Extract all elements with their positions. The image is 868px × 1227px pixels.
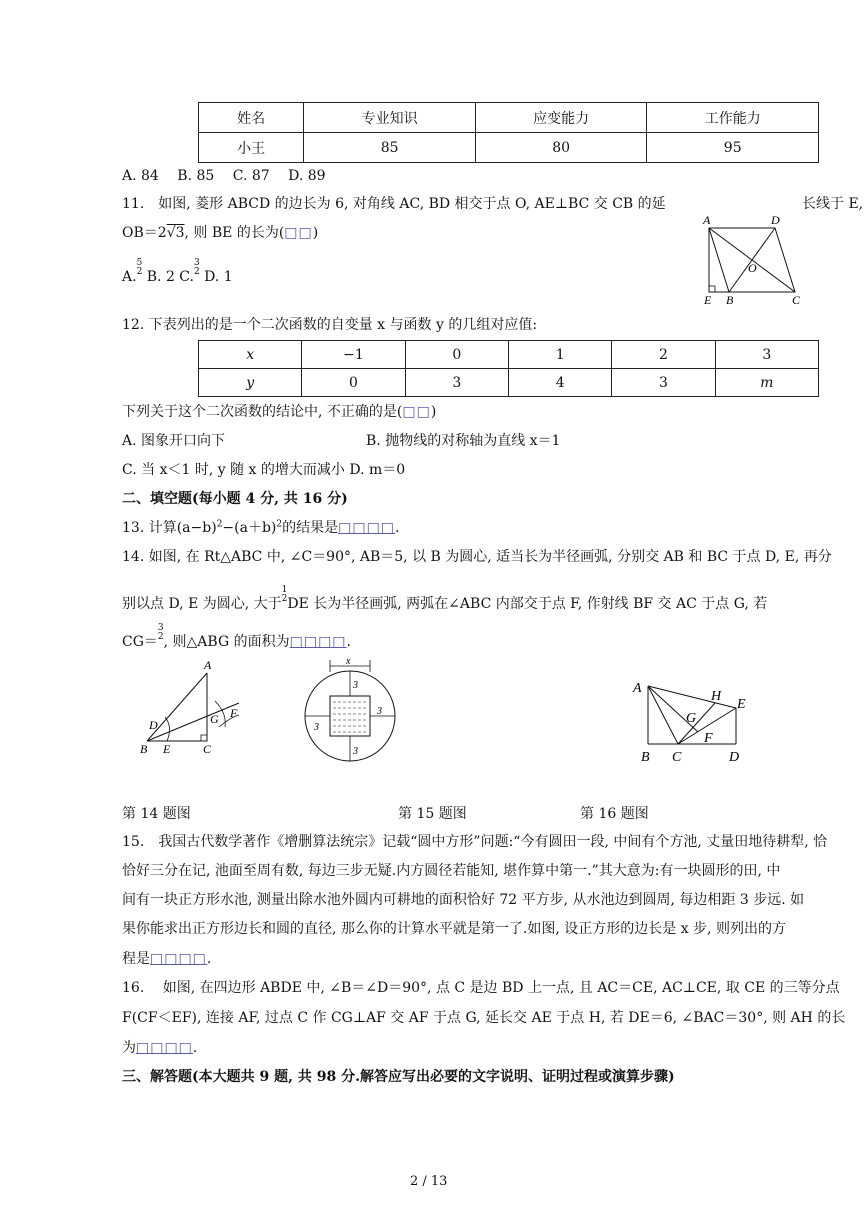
frac-num: 5 [136, 258, 143, 268]
q11-line1-tail: 长线于 E, [802, 196, 864, 212]
option-d-label: D. 1 [204, 269, 233, 285]
label-C: C [792, 293, 801, 307]
q11-text: ) [312, 225, 319, 241]
q16-text: 为 [122, 1040, 136, 1056]
table-cell: m [715, 369, 818, 397]
table-cell: 95 [647, 133, 819, 163]
caption-fig15: 第 15 题图 [398, 806, 467, 822]
table-header: 姓名 [199, 103, 304, 133]
figure-q14-triangle [135, 655, 250, 765]
answer-blank: □□□□ [136, 1040, 193, 1056]
section-2-title: 二、填空题(每小题 4 分, 共 16 分) [122, 491, 348, 507]
answer-blank: □□ [402, 404, 431, 420]
q14-line2 [122, 586, 767, 613]
label-D: D [729, 750, 740, 765]
label-B: B [140, 742, 148, 756]
label-O: O [748, 261, 757, 275]
label-top-3: 3 [353, 680, 358, 691]
fraction [137, 259, 143, 277]
q14-line1: 14. 如图, 在 Rt△ABC 中, ∠C＝90°, AB＝5, 以 B 为圆心, 适当长为半径画弧, 分别交 AB 和 BC 于点 D, E, 再分 [122, 549, 832, 565]
label-D: D [149, 718, 158, 732]
q15-line3: 间有一块正方形水池, 测量出除水池外圆内可耕地的面积恰好 72 平方步, 从水池边到圆周, 每边相距 3 步远. 如 [122, 892, 805, 908]
answer-blank: □□ [284, 225, 313, 241]
q12-option-a: A. 图象开口向下 [122, 433, 226, 449]
q11-line2 [122, 222, 318, 242]
label-A: A [633, 681, 642, 696]
frac-den: 2 [157, 632, 164, 642]
q13 [122, 517, 400, 537]
table-header: 工作能力 [647, 103, 819, 133]
q16-line3 [122, 1037, 197, 1057]
figure-q15-circle-square [300, 656, 400, 766]
frac-den: 2 [136, 267, 143, 277]
table-cell: y [199, 369, 302, 397]
table-cell: 80 [475, 133, 647, 163]
q11-text: , 则 BE 的长为( [184, 225, 285, 241]
label-C: C [672, 750, 682, 765]
page-number: 2 / 13 [410, 1174, 448, 1189]
answer-blank: □□□□ [289, 634, 347, 650]
caption-fig16: 第 16 题图 [580, 806, 649, 822]
q13-text: 的结果是 [282, 520, 339, 536]
frac-num: 3 [157, 623, 164, 633]
label-G: G [210, 712, 219, 726]
frac-den: 2 [281, 594, 288, 604]
q15-line2: 恰好三分在记, 池面至周有数, 每边三步无疑.内方圆径若能知, 堪作算中第一.”其大意为:有一块圆形的田, 中 [122, 863, 781, 879]
q14-text: , 则△ABG 的面积为 [163, 634, 290, 650]
q13-end: . [395, 520, 400, 536]
q15-line4: 果你能求出正方形边长和圆的直径, 那么你的计算水平就是第一了.如图, 设正方形的边长是 x 步, 则列出的方 [122, 921, 786, 937]
label-F: F [230, 706, 238, 720]
label-D: D [771, 213, 780, 227]
q11-text: OB＝2 [122, 225, 167, 241]
q11-line1: 11. 如图, 菱形 ABCD 的边长为 6, 对角线 AC, BD 相交于点 O, AE⊥BC 交 CB 的延 [122, 196, 666, 212]
superscript: 2 [276, 519, 283, 530]
q12-question [122, 401, 436, 421]
q14-text: 别以点 D, E 为圆心, 大于 [122, 596, 282, 612]
q11-sqrt: √3 [166, 225, 185, 241]
label-right-3: 3 [377, 706, 382, 717]
q16-line1: 16. 如图, 在四边形 ABDE 中, ∠B＝∠D＝90°, 点 C 是边 BD 上一点, 且 AC＝CE, AC⊥CE, 取 CE 的三等分点 [122, 980, 840, 996]
option-a-label: A. [122, 269, 137, 285]
table-cell: 4 [509, 369, 612, 397]
answer-blank: □□□□ [150, 951, 207, 967]
label-bottom-3: 3 [353, 746, 358, 757]
table-cell: 3 [715, 341, 818, 369]
q12-question-end: ) [430, 404, 437, 420]
table-cell: 85 [304, 133, 476, 163]
frac-den: 2 [193, 267, 200, 277]
score-table [198, 102, 819, 163]
label-F: F [704, 731, 713, 746]
q14-text: CG＝ [122, 634, 158, 650]
table-cell: 0 [302, 369, 405, 397]
label-left-3: 3 [314, 722, 319, 733]
table-cell: 3 [405, 369, 508, 397]
label-A: A [703, 213, 711, 227]
q14-text: DE 长为半径画弧, 两弧在∠ABC 内部交于点 F, 作射线 BF 交 AC 于点 G, 若 [287, 596, 768, 612]
frac-num: 3 [193, 258, 200, 268]
q15-line5 [122, 948, 211, 968]
section-3-title: 三、解答题(本大题共 9 题, 共 98 分.解答应写出必要的文字说明、证明过程或演算步骤) [122, 1069, 675, 1085]
table-cell: −1 [302, 341, 405, 369]
q13-text: −(a＋b) [222, 520, 277, 536]
label-E: E [704, 293, 712, 307]
q16-end: . [192, 1040, 198, 1056]
table-cell: 3 [612, 369, 715, 397]
caption-fig14: 第 14 题图 [122, 806, 191, 822]
option-b-label: B. 2 C. [146, 269, 194, 285]
q15-text: 程是 [122, 951, 150, 967]
q15-line1: 15. 我国古代数学著作《增删算法统宗》记载“圆中方形”问题:“今有圆田一段, 中间有个方池, 丈量田地待耕犁, 恰 [122, 834, 828, 850]
answer-blank: □□□□ [338, 520, 396, 536]
label-A: A [204, 658, 212, 672]
fraction [194, 259, 200, 277]
frac-num: 1 [281, 585, 288, 595]
q12-option-cd: C. 当 x＜1 时, y 随 x 的增大而减小 D. m＝0 [122, 462, 406, 478]
xy-table [198, 340, 819, 397]
q12-intro: 12. 下表列出的是一个二次函数的自变量 x 与函数 y 的几组对应值: [122, 317, 538, 333]
q15-end: . [206, 951, 212, 967]
label-x: x [346, 656, 351, 667]
label-H: H [711, 689, 722, 704]
superscript: 2 [216, 519, 223, 530]
q14-end: . [346, 634, 351, 650]
table-cell: 小王 [199, 133, 304, 163]
table-cell: 1 [509, 341, 612, 369]
label-B: B [726, 293, 734, 307]
table-header: 应变能力 [475, 103, 647, 133]
label-B: B [641, 750, 650, 765]
label-E: E [163, 742, 171, 756]
table-cell: 0 [405, 341, 508, 369]
label-E: E [737, 697, 746, 712]
label-C: C [203, 742, 212, 756]
q13-text: 13. 计算(a−b) [122, 520, 217, 536]
figure-q11-rhombus [695, 208, 815, 308]
q11-options [122, 259, 233, 285]
table-cell: 2 [612, 341, 715, 369]
table-header: 专业知识 [304, 103, 476, 133]
q12-option-b: B. 抛物线的对称轴为直线 x＝1 [366, 433, 561, 449]
figure-q16-quadrilateral [628, 676, 758, 768]
q10-options: A. 84 B. 85 C. 87 D. 89 [122, 168, 326, 184]
q12-question-text: 下列关于这个二次函数的结论中, 不正确的是( [122, 404, 403, 420]
q14-line3 [122, 624, 351, 651]
table-cell: x [199, 341, 302, 369]
label-G: G [686, 711, 697, 726]
q16-line2: F(CF＜EF), 连接 AF, 过点 C 作 CG⊥AF 交 AF 于点 G, 延长交 AE 于点 H, 若 DE＝6, ∠BAC＝30°, 则 AH 的长 [122, 1010, 846, 1026]
